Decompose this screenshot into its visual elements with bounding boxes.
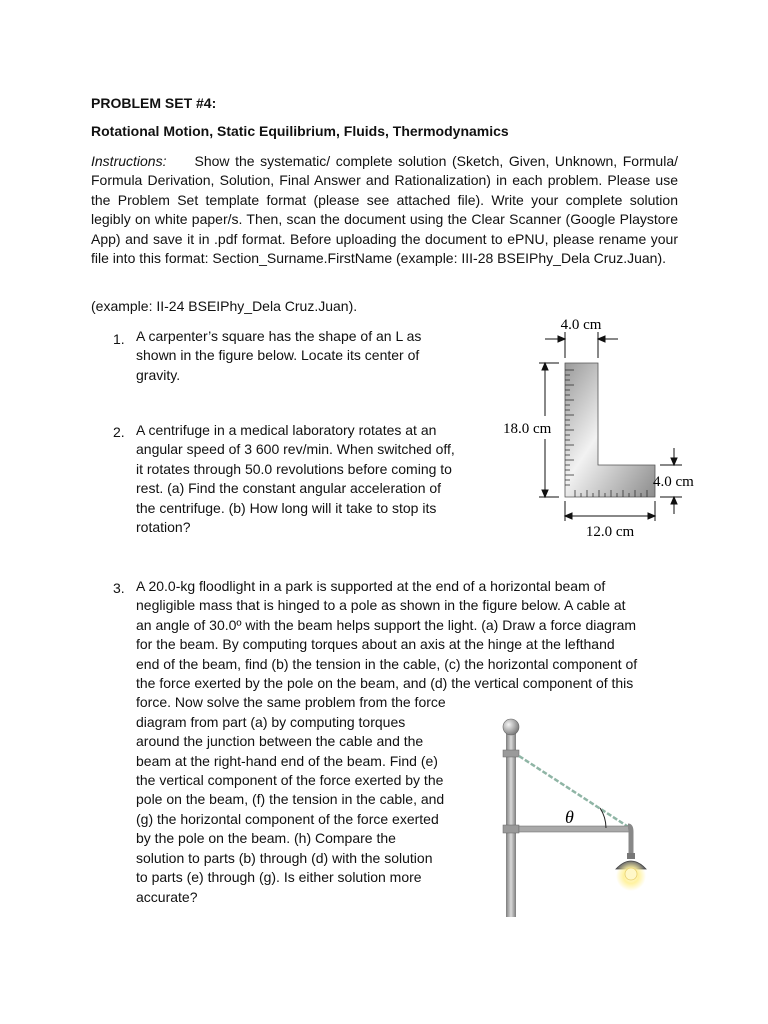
problem-2-line: angular speed of 3 600 rev/min. When switched off, [136, 441, 455, 458]
problem-1-text [136, 327, 421, 385]
problem-3-line: end of the beam, find (b) the tension in the cable, (c) the horizontal component of [136, 655, 638, 672]
height-label: 18.0 cm [503, 421, 552, 437]
floodlight-figure [490, 712, 670, 917]
instructions-paragraph [91, 152, 678, 268]
problem-3-line: accurate? [136, 888, 198, 905]
problem-3-number: 3. [113, 580, 125, 596]
problem-3-line: around the junction between the cable and the [136, 733, 424, 750]
problem-3-line: force. Now solve the same problem from the force [136, 694, 446, 711]
pole [506, 732, 516, 917]
problem-1-number: 1. [113, 331, 125, 347]
problem-3-line: the vertical component of the force exerted by the [136, 772, 444, 789]
length-dimension [565, 501, 655, 521]
support-cable [519, 756, 630, 828]
problem-3-line: (g) the horizontal component of the force exerted [136, 810, 439, 827]
lamp-arm [628, 826, 631, 855]
problem-2-line: the centrifuge. (b) How long will it take to stop its [136, 499, 437, 516]
pole-finial [503, 719, 519, 735]
problem-1-line: gravity. [136, 366, 181, 383]
hinge-bracket [503, 825, 519, 833]
problem-1-line: shown in the figure below. Locate its center of [136, 347, 420, 364]
page-subtitle: Rotational Motion, Static Equilibrium, Fluids, Thermodynamics [91, 123, 509, 139]
problem-3-line: negligible mass that is hinged to a pole as shown in the figure below. A cable at [136, 597, 626, 614]
lamp-cap [627, 853, 635, 859]
cable-bracket [503, 750, 519, 757]
problem-2-line: rest. (a) Find the constant angular acceleration of [136, 480, 442, 497]
problem-3-line: an angle of 30.0º with the beam helps support the light. (a) Draw a force diagram [136, 616, 637, 633]
problem-3-line: the force exerted by the pole on the beam, and (d) the vertical component of this [136, 675, 634, 692]
problem-2-line: A centrifuge in a medical laboratory rotates at an [136, 422, 437, 438]
problem-2-line: rotation? [136, 519, 191, 536]
problem-3-line: solution to parts (b) through (d) with the solution [136, 849, 433, 866]
carpenter-square-figure [495, 308, 720, 543]
page-title: PROBLEM SET #4: [91, 95, 217, 111]
instructions-text: Show the systematic/ complete solution (Sketch, Given, Unknown, Formula/ Formula Derivation, Solution, Final Answer and Rationalization) in each problem. Please use the Problem Set template format (please see attached file). Write your complete solution legibly on white paper/s. Then, scan the document using the Clear Scanner (Google Playstore App) and save it in .pdf format. Before uploading the document to ePNU, please rename your file into this format: Section_Surname.FirstName (example: III-28 BSEIPhy_Dela Cruz.Juan). [91, 153, 678, 267]
problem-3-line: for the beam. By computing torques about an axis at the hinge at the lefthand [136, 636, 615, 653]
problem-2-line: it rotates through 50.0 revolutions before coming to [136, 460, 452, 477]
problem-1-line: A carpenter’s square has the shape of an L as [136, 328, 422, 344]
angle-label: θ [565, 807, 574, 827]
problem-3-line: A 20.0-kg floodlight in a park is supported at the end of a horizontal beam of [136, 578, 606, 594]
instructions-label: Instructions: [91, 153, 167, 169]
example-line: (example: II-24 BSEIPhy_Dela Cruz.Juan). [91, 298, 358, 314]
problem-3-line: beam at the right-hand end of the beam. Find (e) [136, 752, 438, 769]
l-shape [565, 363, 655, 497]
problem-3-line: diagram from part (a) by computing torques [136, 713, 406, 730]
top-width-dimension [545, 332, 618, 358]
problem-3-line: pole on the beam, (f) the tension in the cable, and [136, 791, 445, 808]
top-width-label: 4.0 cm [560, 317, 602, 333]
problem-2-text [136, 421, 455, 537]
thickness-label: 4.0 cm [653, 474, 694, 490]
length-label: 12.0 cm [585, 524, 635, 540]
problem-3-line: to parts (e) through (g). Is either solution more [136, 869, 422, 886]
light-bulb-icon [625, 868, 637, 880]
problem-2-number: 2. [113, 424, 125, 440]
horizontal-beam [519, 826, 631, 832]
problem-3-line: by the pole on the beam. (h) Compare the [136, 830, 396, 847]
